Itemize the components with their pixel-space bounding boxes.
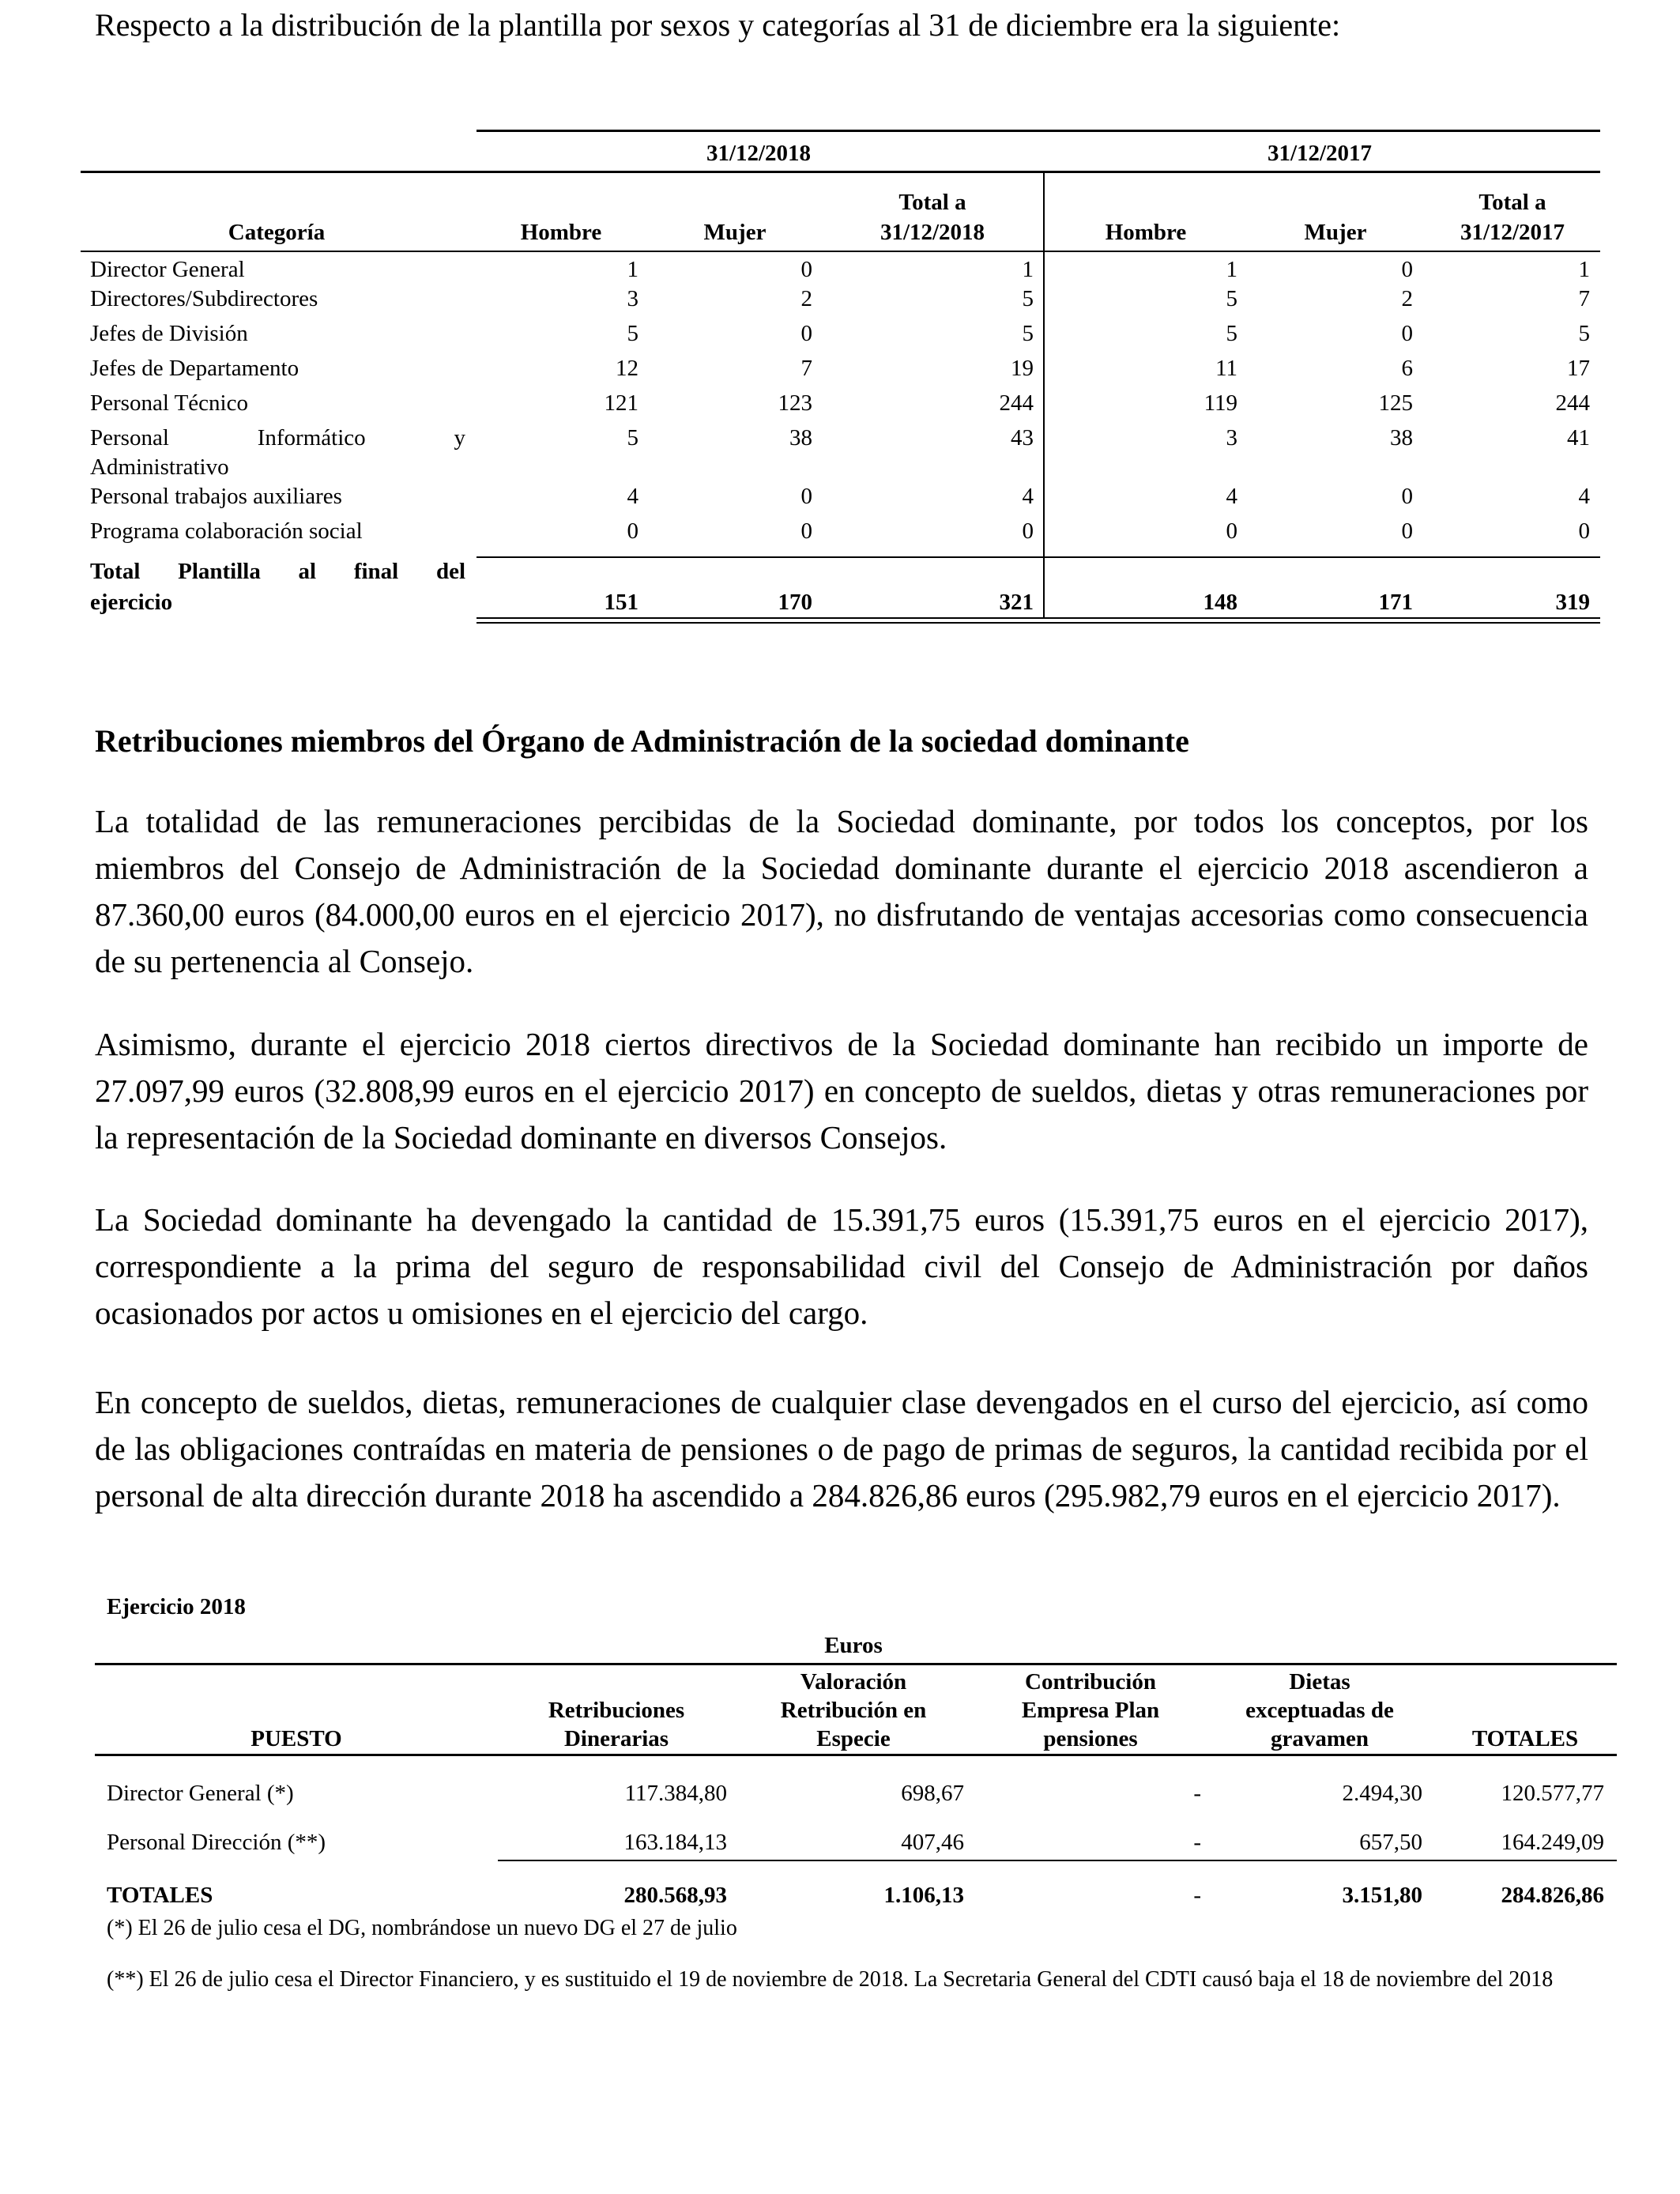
col-valoracion: Retribución en bbox=[780, 1698, 927, 1723]
row-value: 0 bbox=[1401, 257, 1413, 282]
footnote-1: (*) El 26 de julio cesa el DG, nombrándose un nuevo DG el 27 de julio bbox=[107, 1916, 737, 1940]
total-value: 148 bbox=[1203, 590, 1237, 615]
footnote-2: (**) El 26 de julio cesa el Director Financiero, y es sustituido el 19 de noviembre de 2018. La Secretaria General del CDTI causó baja el 18 de noviembre del 2018 bbox=[107, 1967, 1554, 1992]
row-value: 11 bbox=[1215, 356, 1237, 381]
row-value: 0 bbox=[627, 518, 638, 544]
row-value: 5 bbox=[627, 321, 638, 346]
row-value: 17 bbox=[1567, 356, 1590, 381]
col-valoracion: Valoración bbox=[800, 1669, 907, 1695]
row-value: 0 bbox=[800, 518, 812, 544]
rule-divider bbox=[1043, 172, 1045, 617]
col-contribucion: Empresa Plan bbox=[1021, 1698, 1160, 1723]
total-value: 321 bbox=[999, 590, 1034, 615]
row-value: 12 bbox=[616, 356, 638, 381]
paragraph-4: En concepto de sueldos, dietas, remuneraciones de cualquier clase devengados en el curso del ejercicio, así como de las obligaciones contraídas en materia de pensiones o de pago de primas de seguros, la cantidad recibida por el personal de alta dirección durante 2018 ha ascendido a 284.826,86 euros (295.982,79 euros en el ejercicio 2017). bbox=[95, 1384, 1588, 1514]
total-value: - bbox=[1193, 1883, 1201, 1908]
paragraph-3: La Sociedad dominante ha devengado la cantidad de 15.391,75 euros (15.391,75 euros en el ejercicio 2017), correspondiente a la prima del seguro de responsabilidad civil del Consejo de Administración por daños ocasionados por actos u omisiones en el ejercicio del cargo. bbox=[95, 1201, 1588, 1331]
total-value: 151 bbox=[604, 590, 638, 615]
total-label-cont: ejercicio bbox=[90, 590, 173, 615]
row-value: 0 bbox=[1578, 518, 1590, 544]
row-value: 1 bbox=[1578, 257, 1590, 282]
col-retribuciones: Retribuciones bbox=[548, 1698, 685, 1723]
row-value: 244 bbox=[999, 390, 1034, 416]
row-puesto: Personal Dirección (**) bbox=[107, 1830, 326, 1855]
row-value: 6 bbox=[1401, 356, 1413, 381]
row-value: 3 bbox=[627, 286, 638, 311]
row-category: Personal Técnico bbox=[90, 390, 248, 416]
rule-total-1 bbox=[477, 617, 1600, 619]
paragraph-2: Asimismo, durante el ejercicio 2018 ciertos directivos de la Sociedad dominante han recibido un importe de 27.097,99 euros (32.808,99 euros en el ejercicio 2017) en concepto de sueldos, dietas y otras remuneraciones por la representación de la Sociedad dominante en diversos Consejos. bbox=[95, 1026, 1588, 1155]
row-value: 0 bbox=[1226, 518, 1237, 544]
row-value: 7 bbox=[800, 356, 812, 381]
row-value: 1 bbox=[1022, 257, 1034, 282]
row-value: - bbox=[1193, 1830, 1201, 1855]
row-value: 5 bbox=[627, 425, 638, 450]
row-value: 43 bbox=[1011, 425, 1034, 450]
row-value: 41 bbox=[1567, 425, 1590, 450]
row-value: 125 bbox=[1378, 390, 1413, 416]
row-value: 1 bbox=[1226, 257, 1237, 282]
row-value: 3 bbox=[1226, 425, 1237, 450]
row-value: 4 bbox=[1226, 484, 1237, 509]
col-contribucion: pensiones bbox=[1043, 1726, 1138, 1751]
col-categoria: Categoría bbox=[228, 220, 326, 245]
row-value: 7 bbox=[1578, 286, 1590, 311]
rule-header bbox=[81, 171, 1600, 173]
rule-subtotal bbox=[498, 1860, 1617, 1861]
total-value: 171 bbox=[1378, 590, 1413, 615]
section-title: Retribuciones miembros del Órgano de Administración de la sociedad dominante bbox=[95, 723, 1189, 759]
total-value: 170 bbox=[778, 590, 812, 615]
row-value: 120.577,77 bbox=[1501, 1781, 1604, 1806]
paragraph-1: La totalidad de las remuneraciones percibidas de la Sociedad dominante, por todos los conceptos, por los miembros del Consejo de Administración de la Sociedad dominante durante el ejercicio 2018 ascendieron a 87.360,00 euros (84.000,00 euros en el ejercicio 2017), no disfrutando de ventajas accesorias como consecuencia de su pertenencia al Consejo. bbox=[95, 803, 1588, 979]
row-value: 0 bbox=[1401, 484, 1413, 509]
row-value: 244 bbox=[1555, 390, 1590, 416]
col-valoracion: Especie bbox=[816, 1726, 891, 1751]
col-total-2017: 31/12/2017 bbox=[1460, 220, 1565, 245]
col-dietas: exceptuadas de bbox=[1245, 1698, 1394, 1723]
total-label: TOTALES bbox=[107, 1883, 213, 1908]
col-total-a-2018: Total a bbox=[898, 190, 966, 215]
rule-header bbox=[95, 1754, 1617, 1756]
row-value: 2.494,30 bbox=[1342, 1781, 1422, 1806]
row-value: 164.249,09 bbox=[1501, 1830, 1604, 1855]
total-value: 284.826,86 bbox=[1501, 1883, 1604, 1908]
row-value: 0 bbox=[1401, 518, 1413, 544]
rule-top bbox=[477, 130, 1600, 132]
total-label: Total Plantilla al final del bbox=[90, 559, 465, 584]
total-value: 319 bbox=[1555, 590, 1590, 615]
row-value: 163.184,13 bbox=[623, 1830, 727, 1855]
row-puesto: Director General (*) bbox=[107, 1781, 294, 1806]
row-value: 38 bbox=[789, 425, 812, 450]
intro-text: Respecto a la distribución de la plantilla por sexos y categorías al 31 de diciembre era la siguiente: bbox=[95, 7, 1341, 43]
row-value: 0 bbox=[800, 484, 812, 509]
row-value: 1 bbox=[627, 257, 638, 282]
col-contribucion: Contribución bbox=[1025, 1669, 1156, 1695]
row-category-cont: Administrativo bbox=[90, 454, 229, 480]
pay-table-title: Ejercicio 2018 bbox=[107, 1594, 246, 1619]
row-value: 407,46 bbox=[901, 1830, 964, 1855]
row-value: 5 bbox=[1022, 286, 1034, 311]
row-value: 4 bbox=[1022, 484, 1034, 509]
row-value: 2 bbox=[800, 286, 812, 311]
total-value: 1.106,13 bbox=[883, 1883, 964, 1908]
currency-label: Euros bbox=[824, 1633, 883, 1658]
row-value: 121 bbox=[604, 390, 638, 416]
row-category: Programa colaboración social bbox=[90, 518, 363, 544]
rule-header-bottom bbox=[81, 251, 1600, 252]
row-category: Personal Informático y bbox=[90, 425, 465, 450]
row-category: Director General bbox=[90, 257, 245, 282]
row-value: 4 bbox=[627, 484, 638, 509]
row-value: 5 bbox=[1226, 286, 1237, 311]
row-value: 657,50 bbox=[1359, 1830, 1422, 1855]
rule-top bbox=[95, 1663, 1617, 1665]
row-category: Jefes de División bbox=[90, 321, 248, 346]
row-value: 117.384,80 bbox=[624, 1781, 727, 1806]
row-value: - bbox=[1193, 1781, 1201, 1806]
col-totales: TOTALES bbox=[1471, 1726, 1579, 1751]
col-total-2018: 31/12/2018 bbox=[880, 220, 985, 245]
row-value: 0 bbox=[1022, 518, 1034, 544]
row-value: 5 bbox=[1022, 321, 1034, 346]
rule-total-top bbox=[477, 556, 1600, 558]
total-value: 280.568,93 bbox=[623, 1883, 727, 1908]
row-category: Directores/Subdirectores bbox=[90, 286, 318, 311]
row-value: 698,67 bbox=[901, 1781, 964, 1806]
rule-total-2 bbox=[477, 622, 1600, 624]
total-value: 3.151,80 bbox=[1342, 1883, 1422, 1908]
row-value: 2 bbox=[1401, 286, 1413, 311]
row-value: 123 bbox=[778, 390, 812, 416]
col-total-a-2017: Total a bbox=[1478, 190, 1546, 215]
col-hombre-2017: Hombre bbox=[1105, 220, 1187, 245]
row-value: 0 bbox=[800, 257, 812, 282]
row-value: 119 bbox=[1203, 390, 1237, 416]
row-category: Personal trabajos auxiliares bbox=[90, 484, 342, 509]
col-puesto: PUESTO bbox=[250, 1726, 342, 1751]
row-value: 5 bbox=[1226, 321, 1237, 346]
row-value: 19 bbox=[1011, 356, 1034, 381]
row-category: Jefes de Departamento bbox=[90, 356, 299, 381]
row-value: 0 bbox=[1401, 321, 1413, 346]
row-value: 38 bbox=[1390, 425, 1413, 450]
col-hombre-2018: Hombre bbox=[520, 220, 602, 245]
col-mujer-2018: Mujer bbox=[703, 220, 767, 245]
period-2017: 31/12/2017 bbox=[1267, 141, 1373, 166]
col-dietas: Dietas bbox=[1289, 1669, 1350, 1695]
row-value: 5 bbox=[1578, 321, 1590, 346]
col-mujer-2017: Mujer bbox=[1304, 220, 1367, 245]
period-2018: 31/12/2018 bbox=[706, 141, 812, 166]
col-dietas: gravamen bbox=[1270, 1726, 1369, 1751]
row-value: 4 bbox=[1578, 484, 1590, 509]
row-value: 0 bbox=[800, 321, 812, 346]
col-retribuciones: Dinerarias bbox=[563, 1726, 669, 1751]
